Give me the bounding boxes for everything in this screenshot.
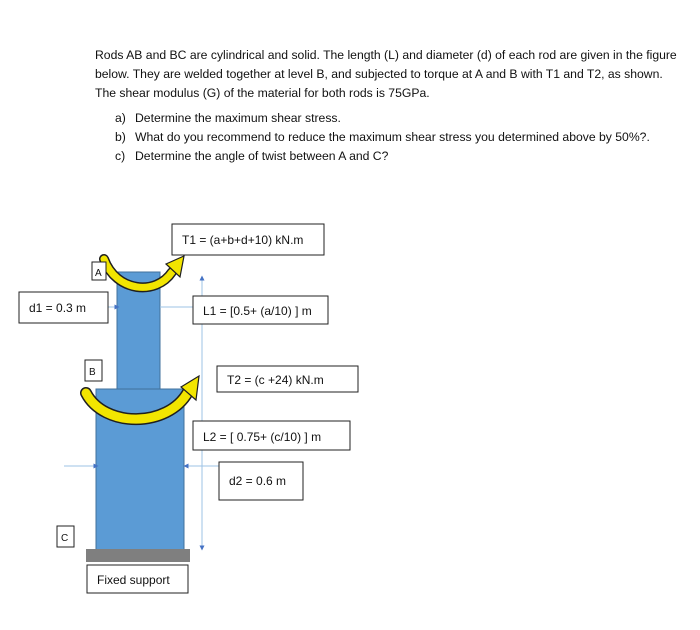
question-marker: a): [115, 111, 126, 125]
point-b-label: B: [89, 367, 96, 378]
point-a-label: A: [95, 268, 102, 279]
label-t2-text: T2 = (c +24) kN.m: [227, 373, 324, 387]
problem-intro: Rods AB and BC are cylindrical and solid. The length (L) and diameter (d) of each rod are given in the figure below. They are welded together at level B, and subjected to torque at A and B with T1 and T2, as shown. The shear modulus (G) of the material for both rods is 75GPa.: [95, 48, 677, 100]
fixed-support-block: [86, 549, 190, 562]
label-l1: [193, 296, 328, 324]
label-d1: [19, 292, 108, 323]
label-t1: [172, 224, 324, 255]
label-d2-text: d2 = 0.6 m: [229, 474, 287, 488]
label-l2: [193, 421, 350, 450]
label-t1-text: T1 = (a+b+d+10) kN.m: [182, 233, 304, 247]
label-l2-text: L2 = [ 0.75+ (c/10) ] m: [203, 430, 322, 444]
label-t2: [217, 366, 358, 392]
question-marker: b): [115, 130, 126, 144]
label-support: [87, 565, 188, 593]
question-text: What do you recommend to reduce the maximum shear stress you determined above by 50%?.: [135, 130, 650, 144]
label-d1-text: d1 = 0.3 m: [29, 301, 87, 315]
label-support-text: Fixed support: [97, 573, 170, 587]
point-b-marker: [85, 360, 102, 381]
label-d2: [219, 462, 303, 500]
point-a-marker: [92, 262, 106, 280]
point-c-marker: [57, 526, 74, 547]
question-marker: c): [115, 149, 126, 163]
question-text: Determine the angle of twist between A and C?: [135, 149, 389, 163]
label-l1-text: L1 = [0.5+ (a/10) ] m: [203, 304, 312, 318]
point-c-label: C: [61, 533, 69, 544]
question-text: Determine the maximum shear stress.: [135, 111, 341, 125]
